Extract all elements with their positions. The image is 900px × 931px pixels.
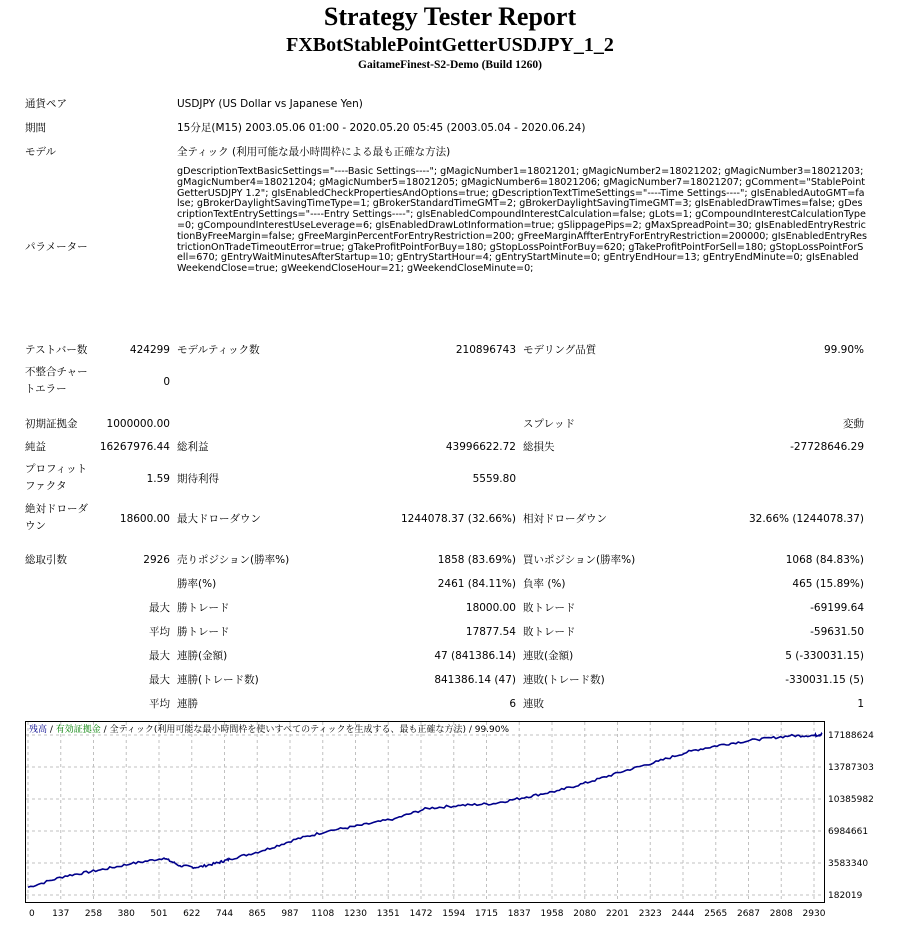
quality-value: 99.90% bbox=[823, 344, 864, 356]
total-trades-value: 2926 bbox=[143, 554, 170, 566]
y-tick-label: 17188624 bbox=[828, 731, 874, 741]
abs-drawdown-value: 18600.00 bbox=[119, 513, 170, 525]
pair-label: 通貨ペア bbox=[25, 98, 67, 110]
rel-drawdown-value: 32.66% (1244078.37) bbox=[748, 513, 864, 525]
x-tick-label: 0 bbox=[29, 909, 35, 919]
short-positions-value: 1858 (83.69%) bbox=[437, 554, 516, 566]
x-tick-label: 1472 bbox=[409, 909, 433, 919]
avg-loss-label: 敗トレード bbox=[523, 626, 576, 638]
y-axis-labels bbox=[828, 731, 874, 901]
report-title: Strategy Tester Report bbox=[323, 2, 577, 31]
x-tick-label: 2565 bbox=[704, 909, 728, 919]
y-tick-label: 182019 bbox=[828, 891, 863, 901]
gross-profit-value: 43996622.72 bbox=[445, 441, 516, 453]
profit-factor-value: 1.59 bbox=[146, 473, 170, 485]
x-tick-label: 2323 bbox=[638, 909, 662, 919]
x-tick-label: 2687 bbox=[737, 909, 760, 919]
mismatch-label-1: 不整合チャー bbox=[25, 366, 88, 378]
avg-cons-losses-label: 連敗 bbox=[523, 698, 544, 710]
x-tick-label: 865 bbox=[248, 909, 266, 919]
x-tick-label: 501 bbox=[150, 909, 168, 919]
max-cons-loss-label: 連敗(トレード数) bbox=[523, 674, 605, 686]
period-label: 期間 bbox=[25, 122, 46, 134]
x-tick-label: 258 bbox=[84, 909, 103, 919]
x-tick-label: 137 bbox=[52, 909, 70, 919]
mismatch-value: 0 bbox=[163, 376, 170, 388]
max-cons-profit-value: 841386.14 (47) bbox=[434, 674, 516, 686]
largest-loss-value: -69199.64 bbox=[810, 602, 864, 614]
max-cons-losses-label: 連敗(金額) bbox=[523, 650, 574, 662]
max-drawdown-label: 最大ドローダウン bbox=[177, 513, 261, 525]
total-trades-label: 総取引数 bbox=[25, 554, 67, 566]
profit-factor-label-1: プロフィット bbox=[25, 463, 88, 475]
largest-loss-label: 敗トレード bbox=[523, 602, 576, 614]
largest-profit-value: 18000.00 bbox=[465, 602, 516, 614]
x-tick-label: 1715 bbox=[475, 909, 498, 919]
balance-chart bbox=[25, 721, 875, 931]
bars-value: 424299 bbox=[129, 344, 170, 356]
rel-drawdown-label: 相対ドローダウン bbox=[523, 513, 607, 525]
gross-loss-label: 総損失 bbox=[523, 441, 555, 453]
x-tick-label: 622 bbox=[183, 909, 201, 919]
largest-prefix: 最大 bbox=[149, 602, 170, 614]
deposit-label: 初期証拠金 bbox=[25, 418, 78, 430]
long-positions-label: 買いポジション(勝率%) bbox=[523, 554, 636, 566]
ticks-label: モデルティック数 bbox=[177, 344, 260, 356]
caption-balance: 残高 bbox=[29, 725, 48, 735]
y-tick-label: 3583340 bbox=[828, 859, 869, 869]
x-tick-label: 744 bbox=[215, 909, 234, 919]
max-cons-prefix: 最大 bbox=[149, 650, 170, 662]
x-axis-labels bbox=[29, 909, 826, 919]
max-cons-profit-label: 連勝(トレード数) bbox=[177, 674, 259, 686]
max-cons-losses-value: 5 (-330031.15) bbox=[785, 650, 864, 662]
params-value: gDescriptionTextBasicSettings="----Basic Settings----"; gMagicNumber1=18021201; gMagicNumber2=18021202; gMagicNumber3=18021203; gMagicNumber4=18021204; gMagicNumber5=18021205; gMagicNumber6=18021206; gMagicNumber7=18021207; gComment="StablePointGetterUSDJPY 1.2"; gIsEnabledCheckPropertiesAndOptions=true; gDescriptionTextTimeSettings="----Time Settings----"; gIsEnabledAutoGMT=false; gBrokerDaylightSavingTimeType=1; gBrokerStandardTimeGMT=2; gBrokerDaylightSavingTimeGMT=3; gIsEnabledDrawTimes=false; gDescriptionTextEntrySettings="----Entry Settings----"; gIsEnabledCompoundInterestCalculation=false; gLots=1; gCompoundInterestCalculationType=0; gCompoundInterestUseLeverage=6; gIsEnabledDrawLotInformation=true; gSlippagePips=2; gMaxSpreadPoint=30; gIsEnabledEntryRestrictionByFreeMargin=false; gFreeMarginPercentForEntryRestriction=200; gFreeMarginAffterEntryForEntryRestriction=200000; gIsEnabledEntryRestrictionOnTradeTimeoutError=true; gTakeProfitPointForBuy=180; gStopLossPointForBuy=620; gTakeProfitPointForSell=180; gStopLossPointForSell=670; gEntryWaitMinutesAfterStartup=10; gEntryStartHour=4; gEntryStartMinute=0; gEntryEndHour=13; gEntryEndMinute=0; gIsEnabledWeekendClose=true; gWeekendCloseHour=21; gWeekendCloseMinute=0; bbox=[177, 166, 868, 275]
profit-trades-value: 2461 (84.11%) bbox=[437, 578, 516, 590]
x-tick-label: 1837 bbox=[507, 909, 531, 919]
loss-trades-value: 465 (15.89%) bbox=[792, 578, 864, 590]
x-tick-label: 1594 bbox=[442, 909, 466, 919]
caption-equity: 有効証拠金 bbox=[55, 725, 101, 735]
x-tick-label: 2444 bbox=[671, 909, 695, 919]
model-value: 全ティック (利用可能な最小時間枠による最も正確な方法) bbox=[177, 146, 451, 158]
avg-cons-prefix: 平均 bbox=[149, 698, 170, 710]
net-profit-value: 16267976.44 bbox=[99, 441, 170, 453]
bars-label: テストバー数 bbox=[25, 344, 88, 356]
profit-factor-label-2: ファクタ bbox=[25, 480, 67, 492]
x-tick-label: 2201 bbox=[606, 909, 629, 919]
caption-sep-2: / bbox=[100, 725, 110, 735]
max-drawdown-value: 1244078.37 (32.66%) bbox=[400, 513, 516, 525]
x-tick-label: 1108 bbox=[311, 909, 335, 919]
avg-loss-value: -59631.50 bbox=[810, 626, 864, 638]
profit-trades-label: 勝率(%) bbox=[177, 578, 217, 590]
pair-value: USDJPY (US Dollar vs Japanese Yen) bbox=[177, 98, 363, 110]
loss-trades-label: 負率 (%) bbox=[523, 578, 566, 590]
period-value: 15分足(M15) 2003.05.06 01:00 - 2020.05.20 05:45 (2003.05.04 - 2020.06.24) bbox=[177, 122, 586, 134]
max-cons-loss-value: -330031.15 (5) bbox=[785, 674, 864, 686]
server-build: GaitameFinest-S2-Demo (Build 1260) bbox=[358, 59, 542, 71]
x-tick-label: 2080 bbox=[573, 909, 597, 919]
quality-label: モデリング品質 bbox=[523, 344, 597, 356]
spread-value: 変動 bbox=[843, 418, 864, 430]
avg-profit-label: 勝トレード bbox=[177, 626, 230, 638]
expert-name: FXBotStablePointGetterUSDJPY_1_2 bbox=[286, 34, 614, 56]
params-label: パラメーター bbox=[25, 241, 88, 253]
x-tick-label: 1351 bbox=[376, 909, 400, 919]
y-tick-label: 10385982 bbox=[828, 795, 874, 805]
short-positions-label: 売りポジション(勝率%) bbox=[177, 554, 290, 566]
avg-cons-wins-value: 6 bbox=[509, 698, 516, 710]
gross-loss-value: -27728646.29 bbox=[790, 441, 864, 453]
long-positions-value: 1068 (84.83%) bbox=[785, 554, 864, 566]
deposit-value: 1000000.00 bbox=[106, 418, 170, 430]
avg-cons-losses-value: 1 bbox=[857, 698, 864, 710]
max-cons-profit-prefix: 最大 bbox=[149, 674, 170, 686]
avg-profit-value: 17877.54 bbox=[465, 626, 516, 638]
abs-drawdown-label-2: ウン bbox=[25, 520, 46, 532]
chart-caption bbox=[29, 723, 509, 735]
average-prefix: 平均 bbox=[149, 626, 170, 638]
mismatch-label-2: トエラー bbox=[25, 383, 67, 395]
model-label: モデル bbox=[25, 146, 56, 158]
ticks-value: 210896743 bbox=[455, 344, 516, 356]
net-profit-label: 純益 bbox=[25, 441, 46, 453]
caption-sep-1: / bbox=[47, 725, 56, 735]
y-tick-label: 13787303 bbox=[828, 763, 874, 773]
x-tick-label: 1230 bbox=[344, 909, 367, 919]
max-cons-wins-value: 47 (841386.14) bbox=[434, 650, 516, 662]
largest-profit-label: 勝トレード bbox=[177, 602, 230, 614]
x-tick-label: 380 bbox=[117, 909, 135, 919]
expected-payoff-value: 5559.80 bbox=[472, 473, 516, 485]
avg-cons-wins-label: 連勝 bbox=[177, 698, 198, 710]
max-cons-wins-label: 連勝(金額) bbox=[177, 650, 228, 662]
x-tick-label: 2808 bbox=[769, 909, 793, 919]
abs-drawdown-label-1: 絶対ドローダ bbox=[25, 503, 88, 515]
x-tick-label: 2930 bbox=[802, 909, 826, 919]
x-tick-label: 1958 bbox=[540, 909, 564, 919]
gross-profit-label: 総利益 bbox=[177, 441, 209, 453]
caption-model: 全ティック(利用可能な最小時間枠を使いすべてのティックを生成する、最も正確な方法) / 99.90% bbox=[109, 725, 510, 735]
y-tick-label: 6984661 bbox=[828, 827, 869, 837]
spread-label: スプレッド bbox=[523, 418, 575, 430]
x-tick-label: 987 bbox=[281, 909, 299, 919]
expected-payoff-label: 期待利得 bbox=[177, 473, 219, 485]
